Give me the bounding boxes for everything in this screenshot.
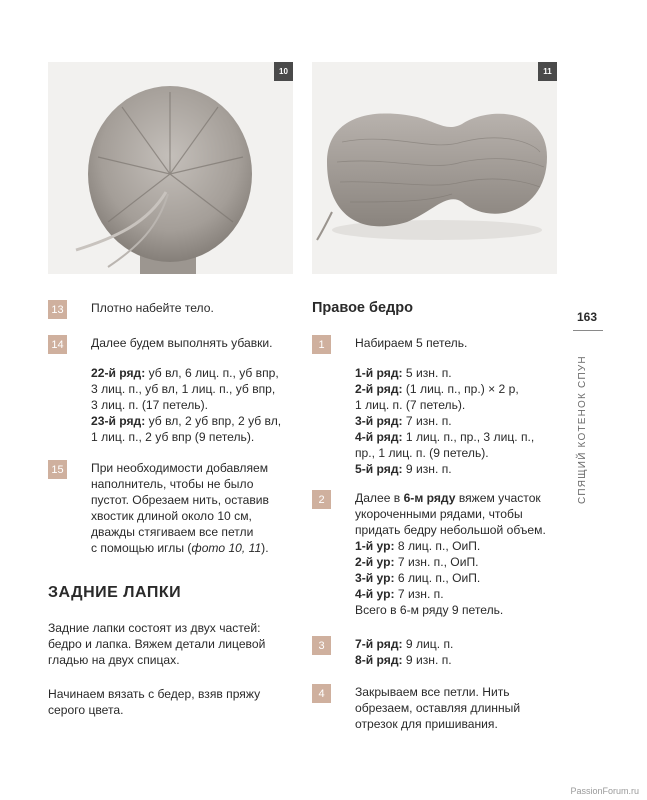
- step-text: Плотно набейте тело.: [91, 301, 214, 315]
- row-line: 3-й ряд: 7 изн. п.: [355, 414, 452, 428]
- step-text: Набираем 5 петель. 1-й ряд: 5 изн. п. 2-й ряд: (1 лиц. п., пр.) × 2 р, 1 лиц. п. (7 петель). 3-й ряд: 7 изн. п. 4-й ряд: 1 лиц. п., пр., 3 лиц. п., пр., 1 лиц. п. (9 петель). 5-й ряд: 9 изн. п.: [355, 336, 535, 476]
- photo-number-badge: 10: [274, 62, 293, 81]
- subsection-heading: Правое бедро: [312, 300, 413, 316]
- step-text: При необходимости добавляем наполнитель, чтобы не было пустот. Обрезаем нить, оставив хвостик длиной около 10 см, дважды стягиваем все петли с помощью иглы (фото 10, 11).: [91, 461, 269, 555]
- photo-number-badge: 11: [538, 62, 557, 81]
- row-line: 1-й ур: 8 лиц. п., ОиП.: [355, 539, 481, 553]
- row-line: 5-й ряд: 9 изн. п.: [355, 462, 452, 476]
- row-line: 4-й ур: 7 изн. п.: [355, 587, 444, 601]
- photo-reference: фото 10, 11: [191, 541, 262, 555]
- knitted-head-illustration: [48, 62, 293, 274]
- step-number-badge: 3: [312, 636, 331, 655]
- row-line: 4-й ряд: 1 лиц. п., пр., 3 лиц. п.,: [355, 430, 535, 444]
- row-line: 2-й ур: 7 изн. п., ОиП.: [355, 555, 479, 569]
- step-text: [355, 636, 453, 668]
- step-number-badge: 15: [48, 460, 67, 479]
- page-number: 163: [577, 310, 598, 324]
- step-text: Далее в 6-м ряду вяжем участок укороченными рядами, чтобы придать бедру небольшой объем. 1-й ур: 8 лиц. п., ОиП. 2-й ур: 7 изн. п., ОиП. 3-й ур: 6 лиц. п., ОиП. 4-й ур: 7 изн. п. Всего в 6-м ряду 9 петель.: [355, 491, 546, 617]
- running-title: СПЯЩИЙ КОТЕНОК СПУН: [577, 355, 588, 504]
- intro-paragraph: Начинаем вязать с бедер, взяв пряжу серого цвета.: [48, 687, 261, 717]
- row-line: 8-й ряд: 9 изн. п.: [355, 653, 452, 667]
- step-number-badge: 4: [312, 684, 331, 703]
- photo-10: [48, 62, 293, 274]
- step-number-badge: 14: [48, 335, 67, 354]
- row-line: 3-й ур: 6 лиц. п., ОиП.: [355, 571, 481, 585]
- section-heading: ЗАДНИЕ ЛАПКИ: [48, 584, 182, 601]
- intro-paragraph: Задние лапки состоят из двух частей: бедро и лапка. Вяжем детали лицевой гладью на двух спицах.: [48, 621, 266, 667]
- knitted-thigh-illustration: [312, 62, 557, 274]
- step-number-badge: 2: [312, 490, 331, 509]
- step-text: Закрываем все петли. Нить обрезаем, оставляя длинный отрезок для пришивания.: [355, 685, 521, 731]
- row-line: 2-й ряд: (1 лиц. п., пр.) × 2 р,: [355, 382, 519, 396]
- photo-11: [312, 62, 557, 274]
- step-text: Далее будем выполнять убавки. 22-й ряд: уб вл, 6 лиц. п., уб впр, 3 лиц. п., уб вл, 1 лиц. п., уб впр, 3 лиц. п. (17 петель). 23-й ряд: уб вл, 2 уб впр, 2 уб вл, 1 лиц. п., 2 уб впр (9 петель).: [91, 336, 282, 444]
- row-line: 7-й ряд: 9 лиц. п.: [355, 637, 454, 651]
- row-line: 22-й ряд: уб вл, 6 лиц. п., уб впр,: [91, 366, 279, 380]
- watermark: PassionForum.ru: [570, 786, 639, 796]
- step-number-badge: 1: [312, 335, 331, 354]
- step-number-badge: 13: [48, 300, 67, 319]
- page-number-rule: [573, 330, 603, 331]
- row-line: 1-й ряд: 5 изн. п.: [355, 366, 452, 380]
- row-line: 23-й ряд: уб вл, 2 уб впр, 2 уб вл,: [91, 414, 282, 428]
